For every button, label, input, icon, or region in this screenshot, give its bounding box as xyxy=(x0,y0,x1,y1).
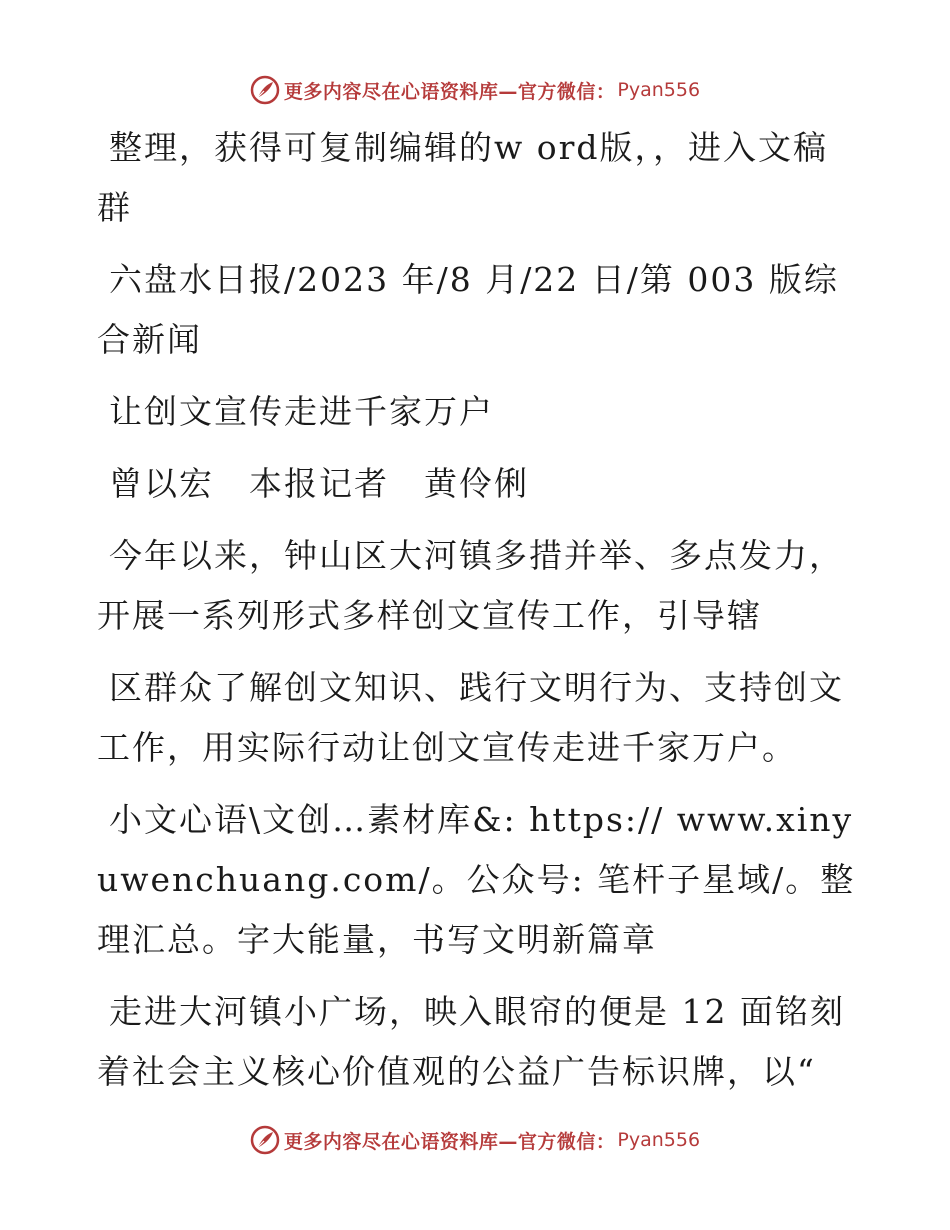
feather-seal-icon xyxy=(250,1125,280,1155)
document-body xyxy=(97,118,857,1114)
paragraph: 今年以来，钟山区大河镇多措并举、多点发力，开展一系列形式多样创文宣传工作，引导辖 xyxy=(97,536,844,635)
article-title: 让创文宣传走进千家万户 xyxy=(109,392,494,431)
watermark-header xyxy=(0,70,950,110)
paragraph: 区群众了解创文知识、践行文明行为、支持创文工作，用实际行动让创文宣传走进千家万户。 xyxy=(97,668,844,767)
watermark-text: 更多内容尽在心语资料库—官方微信： xyxy=(283,80,616,103)
watermark-id: Pyan556 xyxy=(617,1129,701,1151)
paragraph: 小文心语\文创…素材库&: https:// www.xinyuwenchuang.com/。公众号: 笔杆子星域/。整理汇总。字大能量，书写文明新篇章 xyxy=(97,800,856,959)
paragraph: 整理，获得可复制编辑的w ord版，，进入文稿群 xyxy=(97,128,829,227)
paragraph: 六盘水日报/2023 年/8 月/22 日/第 003 版综合新闻 xyxy=(97,260,839,359)
feather-seal-icon xyxy=(250,75,280,105)
byline: 曾以宏 本报记者 黄伶俐 xyxy=(109,464,529,503)
paragraph: 走进大河镇小广场，映入眼帘的便是 12 面铭刻着社会主义核心价值观的公益广告标识牌，以“ xyxy=(97,992,845,1091)
watermark-text: 更多内容尽在心语资料库—官方微信： xyxy=(283,1130,616,1153)
watermark-id: Pyan556 xyxy=(617,79,701,101)
watermark-footer xyxy=(0,1120,950,1160)
